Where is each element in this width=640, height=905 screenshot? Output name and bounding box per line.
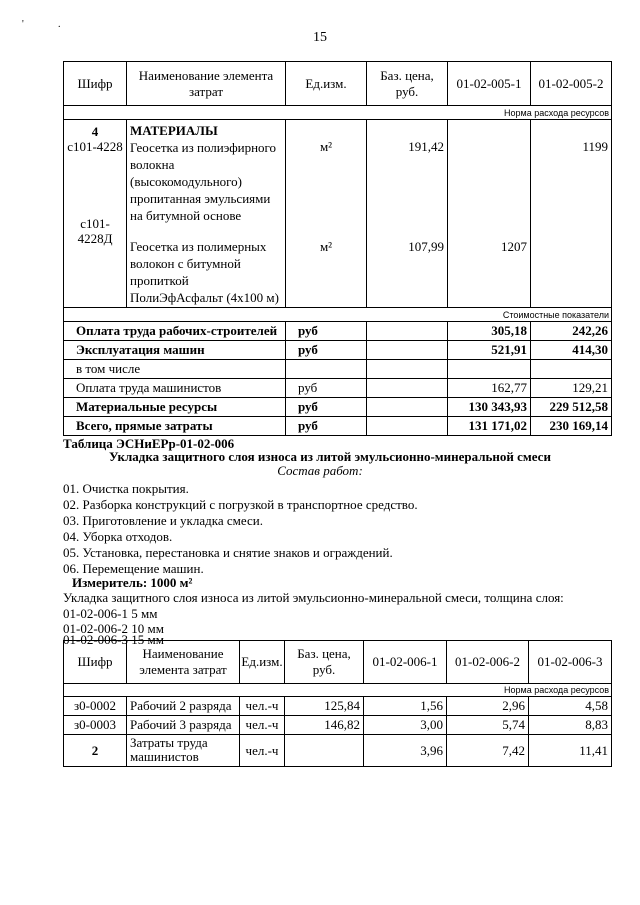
labor-table: [63, 640, 612, 767]
row-value-col2: 7,42: [447, 735, 529, 767]
cost-row-unit: руб: [286, 341, 367, 360]
section-subtitle: Укладка защитного слоя износа из литой эмульсионно-минеральной смеси: [109, 449, 551, 464]
header-code: Шифр: [64, 641, 127, 684]
cost-row-value-col2: 230 169,14: [531, 417, 612, 436]
row-value-col1: 3,00: [364, 716, 447, 735]
section-number: 4: [91, 124, 99, 139]
section-title: МАТЕРИАЛЫ: [130, 123, 218, 138]
row-value-col1: 3,96: [364, 735, 447, 767]
table-row: [64, 379, 612, 398]
row-value-col3: 11,41: [529, 735, 612, 767]
table-title: Таблица ЭСНиЕРр-01-02-006: [63, 436, 235, 451]
header-col1: 01-02-005-1: [448, 62, 531, 106]
materials-table: [63, 61, 612, 436]
cost-caption: Стоимостные показатели: [64, 308, 612, 322]
header-unit: Ед.изм.: [286, 62, 367, 106]
material-unit: м²: [319, 139, 333, 154]
cost-row-name: Оплата труда машинистов: [64, 379, 286, 398]
cost-row-name: в том числе: [64, 360, 286, 379]
variant-item: 01-02-006-2 10 мм: [63, 621, 164, 636]
cost-row-value-col1: 131 171,02: [448, 417, 531, 436]
row-price: 146,82: [285, 716, 364, 735]
material-price: 107,99: [408, 239, 444, 254]
cost-row-name: Оплата труда рабочих-строителей: [64, 322, 286, 341]
row-unit: чел.-ч: [240, 716, 285, 735]
row-code: 2: [64, 735, 127, 767]
table-row: [64, 716, 612, 735]
work-item: 05. Установка, перестановка и снятие знаков и ограждений.: [63, 545, 393, 560]
table-row: [64, 697, 612, 716]
cost-row-value-col2: 129,21: [531, 379, 612, 398]
cost-row-value-col1: 130 343,93: [448, 398, 531, 417]
material-value-col2: 1199: [582, 139, 608, 154]
cost-row-unit: [286, 360, 367, 379]
table-row: [64, 417, 612, 436]
material-code: с101-4228Д: [77, 216, 113, 246]
table-row: [64, 322, 612, 341]
material-name: Геосетка из полимерных волокон с битумной пропиткой ПолиЭфАсфальт (4х100 м): [130, 239, 279, 305]
cost-row-value-col1: [448, 360, 531, 379]
work-item: 03. Приготовление и укладка смеси.: [63, 513, 263, 528]
material-value-col1: 1207: [501, 239, 527, 254]
row-value-col3: 8,83: [529, 716, 612, 735]
material-code: с101-4228: [67, 139, 123, 154]
header-name: Наименование элемента затрат: [127, 62, 286, 106]
material-unit: м²: [319, 239, 333, 254]
header-price: Баз. цена, руб.: [367, 62, 448, 106]
cost-row-unit: руб: [286, 322, 367, 341]
row-unit: чел.-ч: [240, 697, 285, 716]
cost-row-value-col2: 414,30: [531, 341, 612, 360]
table-row: [64, 735, 612, 767]
row-price: 125,84: [285, 697, 364, 716]
material-price: 191,42: [408, 139, 444, 154]
variant-item: 01-02-006-1 5 мм: [63, 606, 158, 621]
cost-row-value-col2: [531, 360, 612, 379]
table-header-row: [64, 641, 612, 684]
variant-item: 01-02-006-3 15 мм: [63, 632, 164, 647]
materials-section: [64, 120, 612, 308]
row-value-col2: 2,96: [447, 697, 529, 716]
cost-row-name: Материальные ресурсы: [64, 398, 286, 417]
row-value-col2: 5,74: [447, 716, 529, 735]
cost-row-unit: руб: [286, 379, 367, 398]
norm-caption: Норма расхода ресурсов: [64, 106, 612, 120]
row-price: [285, 735, 364, 767]
header-price: Баз. цена, руб.: [285, 641, 364, 684]
row-value-col3: 4,58: [529, 697, 612, 716]
cost-row-value-col1: 521,91: [448, 341, 531, 360]
work-item: 02. Разборка конструкций с погрузкой в транспортное средство.: [63, 497, 418, 512]
corner-mark-left: ': [22, 19, 24, 30]
work-item: 04. Уборка отходов.: [63, 529, 173, 544]
cost-row-unit: руб: [286, 417, 367, 436]
cost-row-unit: руб: [286, 398, 367, 417]
cost-row-value-col1: 162,77: [448, 379, 531, 398]
page-number: 15: [313, 30, 327, 45]
work-item: 06. Перемещение машин.: [63, 561, 204, 576]
cost-row-name: Всего, прямые затраты: [64, 417, 286, 436]
material-value-col1: [451, 138, 527, 224]
material-name: Геосетка из полиэфирного волокна (высокомодульного) пропитанная эмульсиями на битумной основе: [130, 140, 277, 223]
work-item: 01. Очистка покрытия.: [63, 481, 189, 496]
corner-mark-right: .: [58, 19, 61, 30]
work-caption: Состав работ:: [277, 463, 363, 478]
row-name: Рабочий 2 разряда: [127, 697, 240, 716]
row-name: Затраты труда машинистов: [127, 735, 240, 767]
table-header-row: [64, 62, 612, 106]
cost-row-value-col1: 305,18: [448, 322, 531, 341]
cost-row-value-col2: 242,26: [531, 322, 612, 341]
description: Укладка защитного слоя износа из литой эмульсионно-минеральной смеси, толщина слоя:: [63, 590, 564, 605]
cost-row-name: Эксплуатация машин: [64, 341, 286, 360]
header-unit: Ед.изм.: [240, 641, 285, 684]
header-col1: 01-02-006-1: [364, 641, 447, 684]
row-name: Рабочий 3 разряда: [127, 716, 240, 735]
row-value-col1: 1,56: [364, 697, 447, 716]
cost-row-value-col2: 229 512,58: [531, 398, 612, 417]
table-row: [64, 360, 612, 379]
row-unit: чел.-ч: [240, 735, 285, 767]
table-row: [64, 398, 612, 417]
header-col2: 01-02-006-2: [447, 641, 529, 684]
header-name: Наименование элемента затрат: [127, 641, 240, 684]
row-code: з0-0002: [64, 697, 127, 716]
header-col3: 01-02-006-3: [529, 641, 612, 684]
table-row: [64, 341, 612, 360]
header-col2: 01-02-005-2: [531, 62, 612, 106]
header-code: Шифр: [64, 62, 127, 106]
norm-caption: Норма расхода ресурсов: [64, 684, 612, 697]
row-code: з0-0003: [64, 716, 127, 735]
meter-label: Измеритель: 1000 м²: [72, 575, 193, 590]
